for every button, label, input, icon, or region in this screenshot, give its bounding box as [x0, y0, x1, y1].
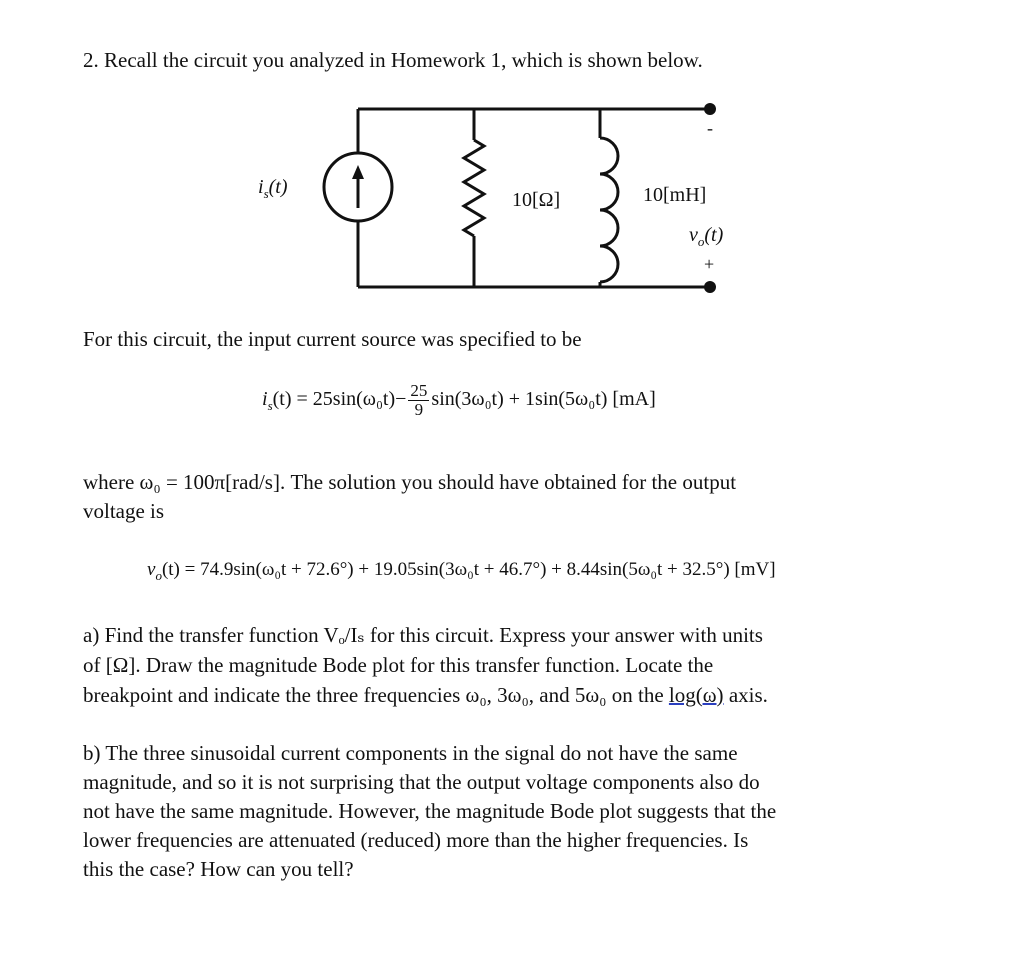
source-arrow-head-icon	[352, 165, 364, 179]
part-a-line-1: a) Find the transfer function Vₒ/Iₛ for this circuit. Express your answer with units	[83, 623, 763, 647]
resistor-symbol	[464, 140, 484, 236]
part-a-line-2: of [Ω]. Draw the magnitude Bode plot for this transfer function. Locate the	[83, 653, 714, 677]
log-omega-link: log(ω)	[668, 683, 724, 707]
where-line: where ω₀ = 100π[rad/s]. The solution you should have obtained for the output	[83, 470, 737, 494]
part-b-line-1: b) The three sinusoidal current components in the signal do not have the same	[83, 741, 738, 765]
fraction: $\frac{25}{9}$	[410, 381, 428, 419]
minus-sign: -	[707, 118, 713, 138]
part-b-line-2: magnitude, and so it is not surprising that the output voltage components also do	[83, 770, 760, 794]
equation-is: $i_s(t) = 25\sin(\omega_0t)-$ $\frac{25}{9}$ sin(3ω₀t) + 1sin(5ω₀t) [mA]	[262, 381, 656, 419]
inductor-symbol	[600, 138, 618, 282]
question-intro: 2. Recall the circuit you analyzed in Homework 1, which is shown below.	[83, 48, 703, 72]
source-spec-text: For this circuit, the input current source was specified to be	[83, 327, 582, 351]
inductor-label: 10[mH]	[643, 184, 707, 206]
source-label: $i_s(t)$	[258, 176, 288, 201]
equation-vo: $v_o(t) = 74.9\sin(\omega_0t + 72.6^\circ) + 19.05\sin(3\omega_0t + 46.7^\circ) + 8.44\sin(5\omega_0t + 32.5^\circ)$ [mV]	[147, 559, 776, 583]
resistor-label: 10[Ω]	[512, 189, 561, 211]
output-voltage-label: $v_o(t)$	[689, 224, 724, 249]
part-b-line-3: not have the same magnitude. However, the magnitude Bode plot suggests that the	[83, 799, 777, 823]
part-b-line-4: lower frequencies are attenuated (reduced) more than the higher frequencies. Is	[83, 828, 749, 852]
plus-sign: +	[704, 254, 715, 274]
part-a-line-3: breakpoint and indicate the three frequencies ω₀, 3ω₀, and 5ω₀ on the log(ω) axis.	[83, 683, 768, 707]
circuit-diagram	[0, 0, 1024, 330]
part-b-line-5: this the case? How can you tell?	[83, 857, 354, 881]
terminal-bottom-icon	[704, 281, 716, 293]
voltage-is-line: voltage is	[83, 499, 165, 523]
terminal-top-icon	[704, 103, 716, 115]
